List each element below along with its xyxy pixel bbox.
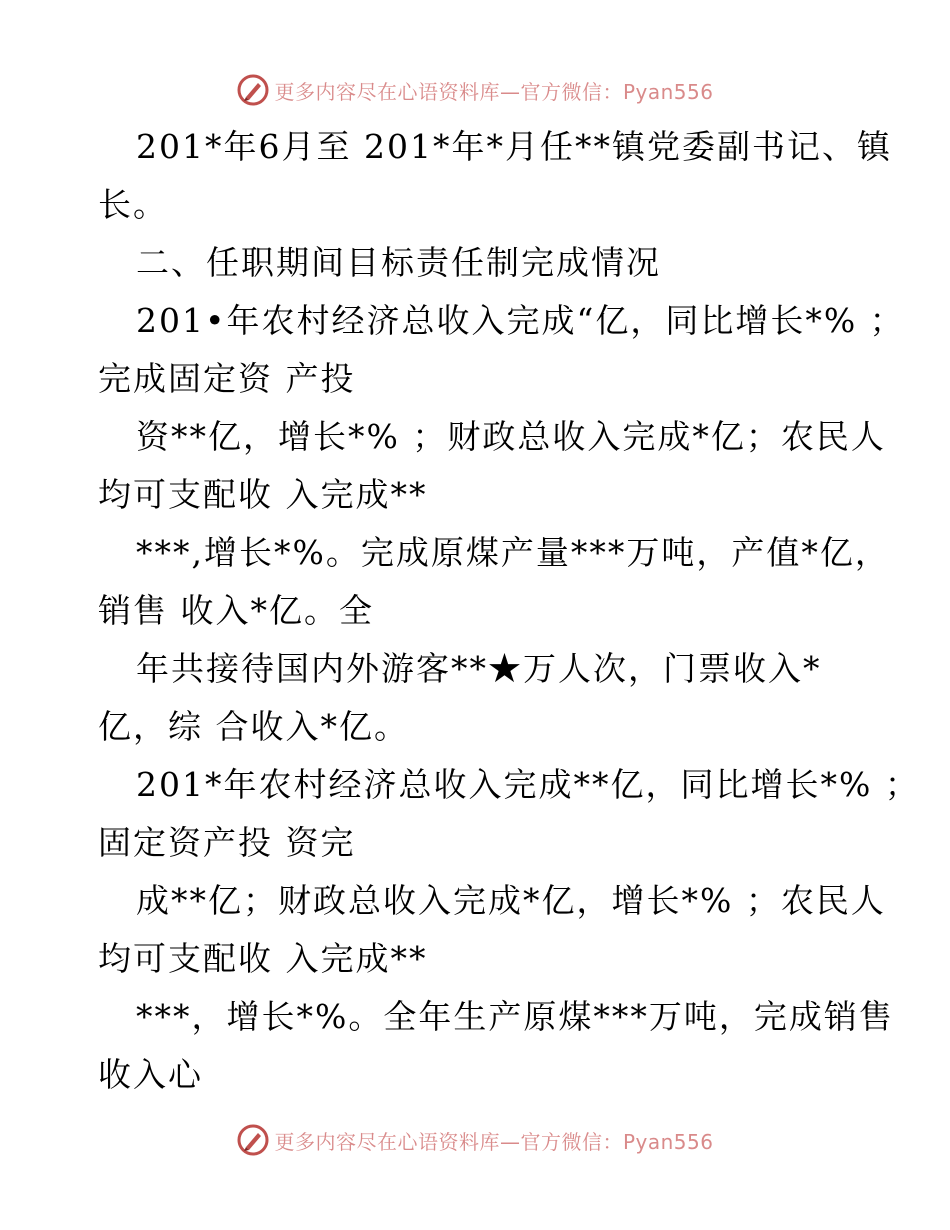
- paragraph-line: 资**亿，增长*% ；财政总收入完成*亿；农民人: [136, 417, 886, 456]
- section-heading: 二、任职期间目标责任制完成情况: [136, 243, 661, 282]
- paragraph-line: 均可支配收 入完成**: [98, 939, 428, 978]
- watermark-text: 更多内容尽在心语资料库—官方微信：Pyan556: [274, 1129, 714, 1154]
- paragraph-line: 201•年农村经济总收入完成“亿，同比增长*% ；: [136, 301, 905, 340]
- document-body: [98, 118, 920, 1104]
- paragraph-line: 201*年6月至 201*年*月任**镇党委副书记、镇: [136, 127, 892, 166]
- paragraph-line: 成**亿；财政总收入完成*亿，增长*% ；农民人: [136, 881, 886, 920]
- paragraph-line: 长。: [98, 185, 168, 224]
- paragraph-line: 收入心: [98, 1055, 203, 1094]
- footer-watermark: [0, 1120, 950, 1160]
- paragraph-line: 201*年农村经济总收入完成**亿，同比增长*% ；: [136, 765, 920, 804]
- paragraph-line: 亿，综 合收入*亿。: [98, 707, 409, 746]
- paragraph-line: 固定资产投 资完: [98, 823, 356, 862]
- pen-logo-icon: [236, 73, 270, 107]
- paragraph-line: 销售 收入*亿。全: [98, 591, 374, 630]
- paragraph-line: 均可支配收 入完成**: [98, 475, 428, 514]
- watermark-text: 更多内容尽在心语资料库—官方微信：Pyan556: [274, 79, 714, 104]
- paragraph-line: 完成固定资 产投: [98, 359, 356, 398]
- paragraph-line: ***，增长*%。全年生产原煤***万吨，完成销售: [136, 997, 894, 1036]
- pen-logo-icon: [236, 1123, 270, 1157]
- paragraph-line: ***,增长*%。完成原煤产量***万吨，产值*亿，: [136, 533, 890, 572]
- header-watermark: [0, 70, 950, 110]
- paragraph-line: 年共接待国内外游客**★万人次，门票收入*: [136, 649, 822, 688]
